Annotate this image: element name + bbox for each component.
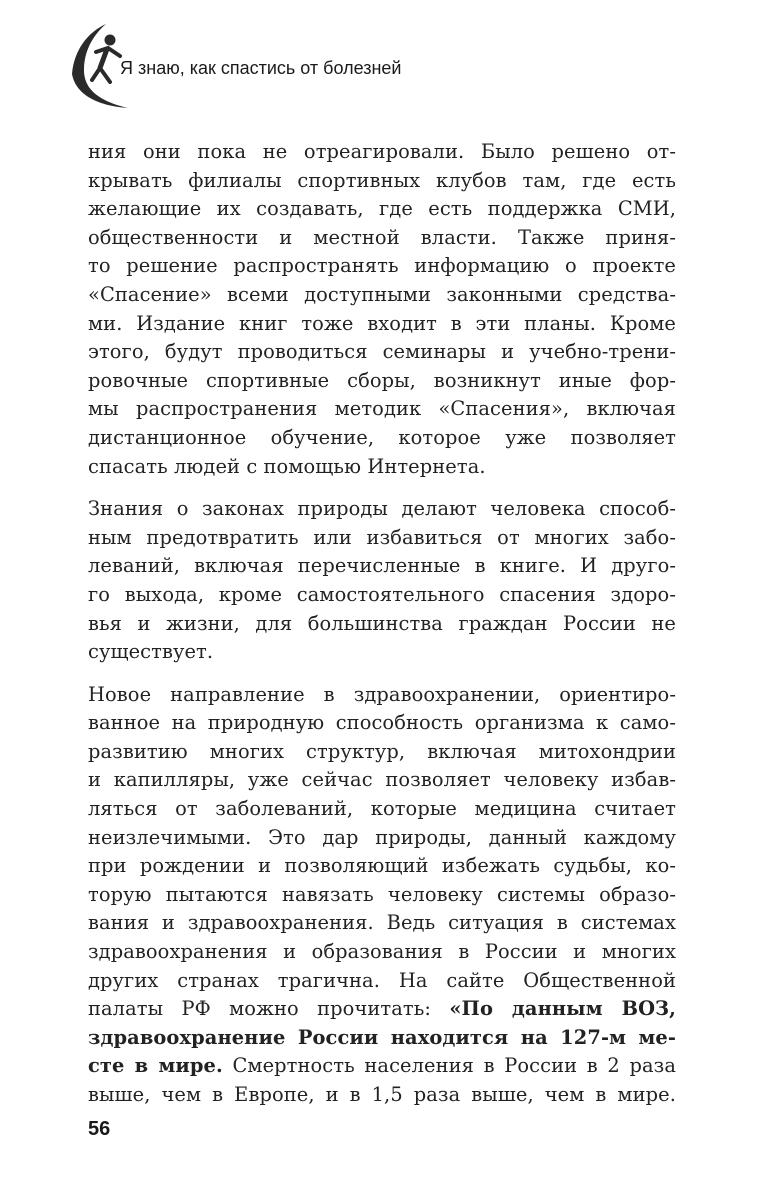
text-line: мы распространения методик «Спасения», включая bbox=[88, 397, 676, 421]
bold-quote-span: «По данным ВОЗ, bbox=[449, 997, 676, 1021]
text-line-with-quote bbox=[88, 1052, 676, 1081]
text-line: существует. bbox=[88, 640, 214, 664]
text-line: ванное на природную способность организма к само- bbox=[88, 711, 676, 735]
page-body-text bbox=[88, 138, 676, 1110]
text-span: палаты РФ можно прочитать: bbox=[88, 997, 450, 1021]
text-line: Новое направление в здравоохранении, ориентиро- bbox=[88, 682, 676, 706]
page-header bbox=[70, 22, 730, 112]
paragraph bbox=[88, 681, 676, 1110]
text-line: желающие их создавать, где есть поддержка СМИ, bbox=[88, 197, 676, 221]
text-line: неизлечимыми. Это дар природы, данный каждому bbox=[88, 825, 676, 849]
text-line: ровочные спортивные сборы, возникнут иные фор- bbox=[88, 368, 676, 392]
text-line: то решение распространять информацию о проекте bbox=[88, 254, 676, 278]
text-line: развитию многих структур, включая митохондрии bbox=[88, 739, 676, 763]
text-line: дистанционное обучение, которое уже позволяет bbox=[88, 425, 676, 449]
bold-quote-line: здравоохранение России находится на 127-м ме- bbox=[88, 1025, 676, 1049]
text-line: крывать филиалы спортивных клубов там, где есть bbox=[88, 168, 676, 192]
paragraph bbox=[88, 495, 676, 667]
text-line: вья и жизни, для большинства граждан России не bbox=[88, 611, 676, 635]
text-line: и капилляры, уже сейчас позволяет человеку избав- bbox=[88, 768, 676, 792]
text-line: здравоохранения и образования в России и многих bbox=[88, 940, 676, 964]
text-line: ным предотвратить или избавиться от многих забо- bbox=[88, 525, 676, 549]
text-line: общественности и местной власти. Также приня- bbox=[88, 225, 676, 249]
running-title: Я знаю, как спастись от болезней bbox=[120, 58, 402, 78]
text-line: этого, будут проводиться семинары и учебно-трени- bbox=[88, 340, 676, 364]
text-line: выше, чем в Европе, и в 1,5 раза выше, чем в мире. bbox=[88, 1083, 676, 1106]
text-line: леваний, включая перечисленные в книге. И друго- bbox=[88, 554, 676, 578]
text-line: ния они пока не отреагировали. Было решено от- bbox=[88, 140, 676, 163]
paragraph bbox=[88, 138, 676, 481]
text-line: го выхода, кроме самостоятельного спасения здоро- bbox=[88, 582, 676, 606]
text-line: спасать людей с помощью Интернета. bbox=[88, 454, 486, 478]
text-line: «Спасение» всеми доступными законными средства- bbox=[88, 282, 676, 306]
text-line: при рождении и позволяющий избежать судьбы, ко- bbox=[88, 854, 676, 878]
text-line: вания и здравоохранения. Ведь ситуация в системах bbox=[88, 911, 676, 935]
text-line-with-quote bbox=[88, 995, 676, 1024]
text-line: других странах трагична. На сайте Общественной bbox=[88, 968, 676, 992]
text-span: Смертность населения в России в 2 раза bbox=[222, 1054, 676, 1078]
text-line: Знания о законах природы делают человека способ- bbox=[88, 497, 676, 521]
text-line: ляться от заболеваний, которые медицина считает bbox=[88, 797, 676, 821]
text-line: ми. Издание книг тоже входит в эти планы. Кроме bbox=[88, 311, 676, 335]
page-number: 56 bbox=[88, 1118, 111, 1140]
text-line: торую пытаются навязать человеку системы образо- bbox=[88, 882, 676, 906]
bold-quote-span: сте в мире. bbox=[88, 1054, 223, 1078]
